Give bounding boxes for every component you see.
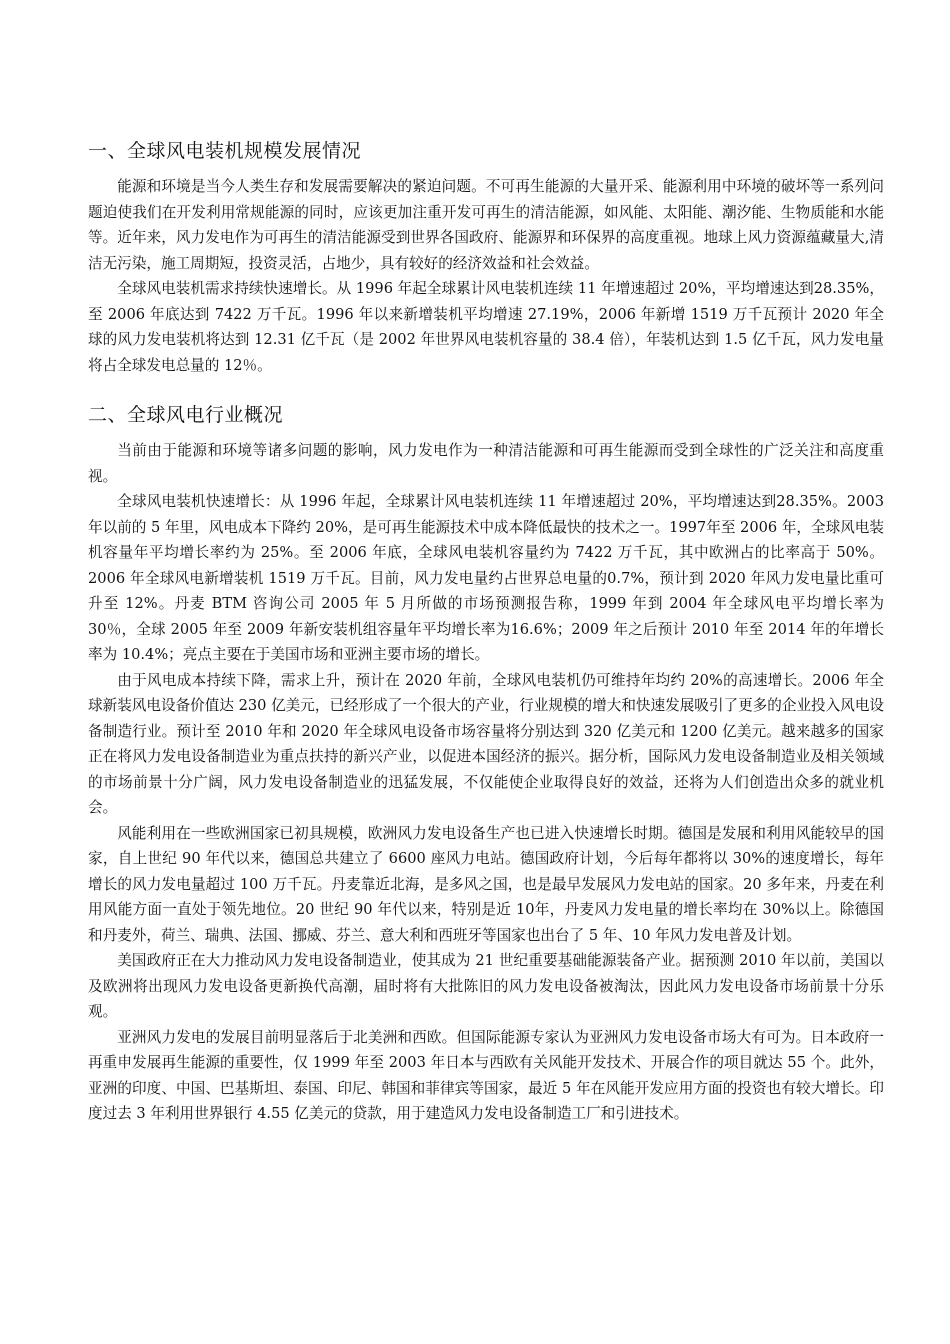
section-2-paragraph-2: 全球风电装机快速增长：从 1996 年起，全球累计风电装机连续 11 年增速超过 20%，平均增速达到28.35%。2003 年以前的 5 年里，风电成本下降约 20%，是可再生能源技术中成本降低最快的技术之一。1997年至 2006 年，全球风电装机容量年平均增长率约为 25%。至 2006 年底，全球风电装机容量约为 7422 万千瓦，其中欧洲占的比率高于 50%。2006 年全球风电新增装机 1519 万千瓦。目前，风力发电量约占世界总电量的0.7%，预计到 2020 年风力发电量比重可升至 12%。丹麦 BTM 咨询公司 2005 年 5 月所做的市场预测报告称，1999 年到 2004 年全球风电平均增长率为 30％，全球 2005 年至 2009 年新安装机组容量年平均增长率为16.6%；2009 年之后预计 2010 年至 2014 年的年增长率为 10.4%；亮点主要在于美国市场和亚洲主要市场的增长。 <box>88 493 884 663</box>
section-1-paragraph-2: 全球风电装机需求持续快速增长。从 1996 年起全球累计风电装机连续 11 年增速超过 20%，平均增速达到28.35%，至 2006 年底达到 7422 万千瓦。1996 年以来新增装机平均增速 27.19%，2006 年新增 1519 万千瓦预计 2020 年全球的风力发电装机将达到 12.31 亿千瓦（是 2002 年世界风电装机容量的 38.4 倍），年装机达到 1.5 亿千瓦，风力发电量将占全球发电总量的 12％。 <box>88 280 884 374</box>
section-1-heading: 一、全球风电装机规模发展情况 <box>88 140 362 162</box>
section-2-paragraph-3: 由于风电成本持续下降，需求上升，预计在 2020 年前，全球风电装机仍可维持年均约 20%的高速增长。2006 年全球新装风电设备价值达 230 亿美元，已经形成了一个很大的产业，行业规模的增大和快速发展吸引了更多的企业投入风电设备制造行业。预计至 2010 年和 2020 年全球风电设备市场容量将分别达到 320 亿美元和 1200 亿美元。越来越多的国家正在将风力发电设备制造业为重点扶持的新兴产业，以促进本国经济的振兴。据分析，国际风力发电设备制造业及相关领域的市场前景十分广阔，风力发电设备制造业的迅猛发展，不仅能使企业取得良好的效益，还将为人们创造出众多的就业机会。 <box>88 671 885 816</box>
section-2-paragraph-6: 亚洲风力发电的发展目前明显落后于北美洲和西欧。但国际能源专家认为亚洲风力发电设备市场大有可为。日本政府一再重申发展再生能源的重要性，仅 1999 年至 2003 年日本与西欧有关风能开发技术、开展合作的项目就达 55 个。此外，亚洲的印度、中国、巴基斯坦、泰国、印尼、韩国和菲律宾等国家，最近 5 年在风能开发应用方面的投资也有较大增长。印度过去 3 年利用世界银行 4.55 亿美元的贷款，用于建造风力发电设备制造工厂和引进技术。 <box>88 1028 884 1122</box>
section-1-paragraph-1: 能源和环境是当今人类生存和发展需要解决的紧迫问题。不可再生能源的大量开采、能源利用中环境的破坏等一系列问题迫使我们在开发利用常规能源的同时，应该更加注重开发可再生的清洁能源，如风能、太阳能、潮汐能、生物质能和水能等。近年来，风力发电作为可再生的清洁能源受到世界各国政府、能源界和环保界的高度重视。地球上风力资源蕴藏量大,清洁无污染，施工周期短，投资灵活，占地少，具有较好的经济效益和社会效益。 <box>88 178 884 272</box>
section-2-paragraph-5: 美国政府正在大力推动风力发电设备制造业，使其成为 21 世纪重要基础能源装备产业。据预测 2010 年以前，美国以及欧洲将出现风力发电设备更新换代高潮，届时将有大批陈旧的风力发电设备被淘汰，因此风力发电设备市场前景十分乐观。 <box>88 952 884 1020</box>
document-page <box>88 136 884 1127</box>
section-2-paragraph-1: 当前由于能源和环境等诸多问题的影响，风力发电作为一种清洁能源和可再生能源而受到全球性的广泛关注和高度重视。 <box>88 442 884 485</box>
section-2-heading: 二、全球风电行业概况 <box>88 404 284 426</box>
section-2-paragraph-4: 风能利用在一些欧洲国家已初具规模，欧洲风力发电设备生产也已进入快速增长时期。德国是发展和利用风能较早的国家，自上世纪 90 年代以来，德国总共建立了 6600 座风力电站。德国政府计划，今后每年都将以 30%的速度增长，每年增长的风力发电量超过 100 万千瓦。丹麦靠近北海，是多风之国，也是最早发展风力发电站的国家。20 多年来，丹麦在利用风能方面一直处于领先地位。20 世纪 90 年代以来，特别是近 10年，丹麦风力发电量的增长率均在 30%以上。除德国和丹麦外，荷兰、瑞典、法国、挪威、芬兰、意大利和西班牙等国家也出台了 5 年、10 年风力发电普及计划。 <box>88 824 884 944</box>
